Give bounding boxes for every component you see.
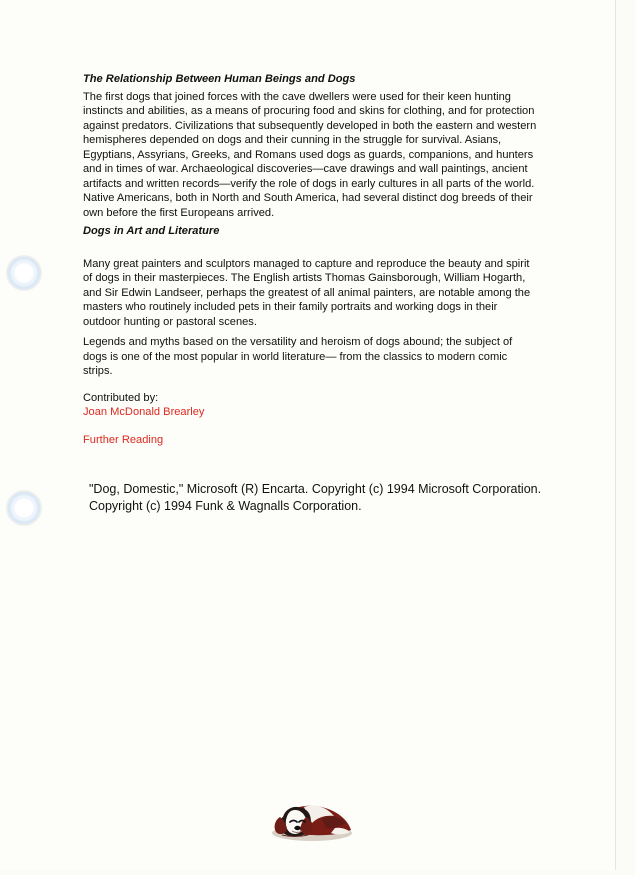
- literature-paragraph: Legends and myths based on the versatility and heroism of dogs abound; the subject of dogs is one of the most popular in world literature— from the classics to modern comic strips.: [83, 336, 513, 377]
- citation-line-1: "Dog, Domestic," Microsoft (R) Encarta. Copyright (c) 1994 Microsoft Corporation.: [89, 482, 542, 496]
- section-heading-relationship: The Relationship Between Human Beings and Dogs: [83, 73, 356, 85]
- binder-hole-icon: [6, 255, 42, 291]
- art-paragraph: Many great painters and sculptors managed to capture and reproduce the beauty and spirit of dogs in their masterpieces. The English artists Thomas Gainsborough, William Hogarth, and Sir Edwin Landseer, perhaps the greatest of all animal painters, are notable among the masters who routinely included pets in their family portraits and working dogs in their outdoor hunting or pastoral scenes.: [83, 257, 531, 328]
- contributed-by-label: Contributed by:: [83, 391, 159, 404]
- article-content: [83, 72, 538, 447]
- copyright-citation: [89, 481, 559, 514]
- binder-hole-icon: [6, 490, 42, 526]
- author-link[interactable]: Joan McDonald Brearley: [83, 406, 205, 418]
- section-heading-art-literature: Dogs in Art and Literature: [83, 225, 220, 237]
- citation-line-2: Copyright (c) 1994 Funk & Wagnalls Corporation.: [89, 498, 362, 513]
- sleeping-dog-icon: [264, 797, 358, 845]
- relationship-paragraph: The first dogs that joined forces with the cave dwellers were used for their keen hunting instincts and abilities, as a means of procuring food and skins for clothing, and for protection against predators. Civilizations that subsequently developed in both the eastern and western hemispheres depended on dogs and their cunning in the struggle for survival. Asians, Egyptians, Assyrians, Greeks, and Romans used dogs as guards, companions, and hunters and in times of war. Archaeological discoveries—cave drawings and wall paintings, ancient artifacts and written records—verify the role of dogs in early cultures in all parts of the world. Native Americans, both in North and South America, had several distinct dog breeds of their own before the first Europeans arrived.: [83, 90, 537, 219]
- further-reading-link[interactable]: Further Reading: [83, 433, 164, 446]
